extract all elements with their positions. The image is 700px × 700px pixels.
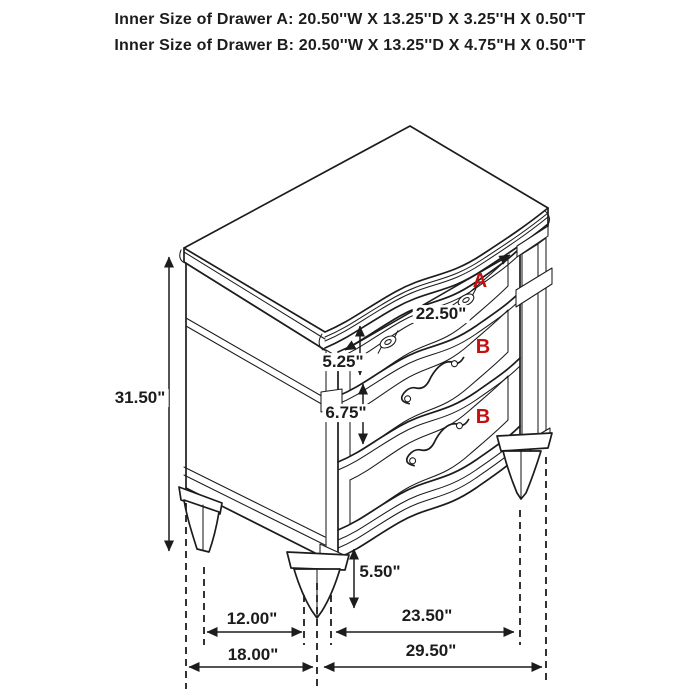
drawer-b-height-label: 6.75": [322, 404, 369, 422]
left-corner-pilaster: [320, 350, 344, 564]
leg-height-label: 5.50": [356, 563, 403, 581]
right-corner-pilaster: [516, 226, 552, 459]
drawer-b-middle-handle: [396, 353, 470, 405]
overall-width-label: 29.50": [403, 642, 460, 660]
drawer-b-bottom-letter: B: [475, 406, 491, 428]
overall-depth-label: 18.00": [225, 646, 282, 664]
inner-size-drawer-a-text: Inner Size of Drawer A: 20.50''W X 13.25''D X 3.25''H X 0.50''T: [114, 11, 586, 28]
drawer-a-height-label: 5.25": [319, 353, 366, 371]
top-surface: [180, 126, 550, 350]
leg-inset-depth-label: 12.00": [224, 610, 281, 628]
drawer-b-middle-letter: B: [475, 336, 491, 358]
drawer-width-label: 22.50": [413, 305, 470, 323]
inner-size-drawer-b-text: Inner Size of Drawer B: 20.50''W X 13.25''D X 4.75"H X 0.50"T: [114, 37, 586, 54]
leg-inset-width-label: 23.50": [399, 607, 456, 625]
front-left-leg: [287, 552, 349, 618]
nightstand-drawing: [179, 126, 552, 618]
drawer-a-letter: A: [472, 270, 488, 292]
overall-height-label: 31.50": [112, 389, 169, 407]
drawer-a-left-handle: [373, 331, 402, 353]
